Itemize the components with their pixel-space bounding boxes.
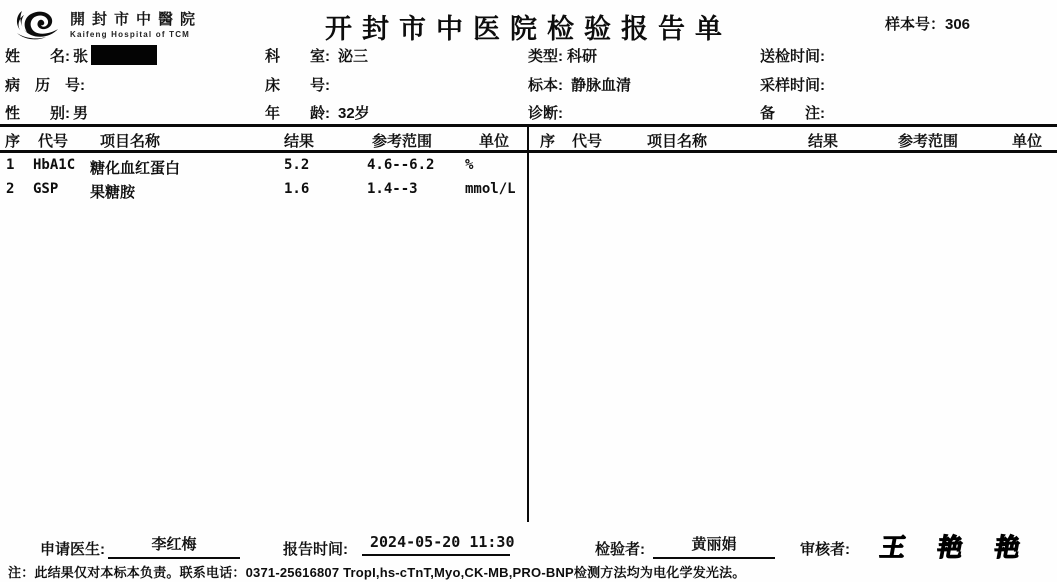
row-result: 5.2 [284,157,310,173]
field-patient-name [5,45,157,66]
field-diagnosis [528,102,571,123]
col-header-unit: 单位 [479,133,510,150]
col-header-unit-right: 单位 [1012,133,1043,150]
table-column-divider [527,126,529,522]
col-header-seq-right: 序 [540,133,556,150]
field-type [528,45,597,66]
reviewer-label: 审核者: [800,541,850,558]
col-header-result: 结果 [284,133,315,150]
name-redaction-box [91,45,157,65]
hospital-name-en: Kaifeng Hospital of TCM [70,29,191,39]
hospital-name-zh: 開封市中醫院 [70,11,203,28]
tester-value: 黄丽娟 [653,533,775,559]
age-value: 32岁 [338,105,370,122]
field-record-number [5,74,93,95]
row-name: 果糖胺 [90,184,136,201]
record-number-label: 病 历 号: [5,77,85,94]
specimen-value: 静脉血清 [571,77,632,94]
col-header-name: 项目名称 [100,133,161,150]
col-header-range-right: 参考范围 [898,133,959,150]
department-label: 科 室: [265,48,330,65]
field-age [265,102,370,123]
field-remark [760,102,833,123]
requesting-doctor-label: 申请医生: [40,541,105,558]
field-specimen [528,74,631,95]
col-header-result-right: 结果 [808,133,839,150]
row-range: 4.6--6.2 [367,157,435,173]
age-label: 年 龄: [265,105,330,122]
bed-number-label: 床 号: [265,77,330,94]
report-time-value: 2024-05-20 11:30 [362,533,510,556]
gender-label: 性 别: [5,105,70,122]
field-sample-time [760,74,833,95]
tester-label: 检验者: [595,541,645,558]
patient-name-label: 姓 名: [5,48,70,65]
row-seq: 2 [6,181,15,197]
requesting-doctor-value: 李红梅 [108,533,240,559]
type-label: 类型: [528,48,563,65]
col-header-code: 代号 [38,133,69,150]
reviewer-signature: 王 艳 艳 [877,535,1036,562]
row-result: 1.6 [284,181,310,197]
table-row [0,181,527,203]
table-row [0,157,527,179]
specimen-label: 标本: [528,77,563,94]
row-unit: % [465,157,474,173]
row-unit: mmol/L [465,181,516,197]
row-range: 1.4--3 [367,181,418,197]
diagnosis-label: 诊断: [528,105,563,122]
type-value: 科研 [567,48,598,65]
col-header-code-right: 代号 [572,133,603,150]
send-time-label: 送检时间: [760,48,825,65]
field-send-time [760,45,833,66]
sample-time-label: 采样时间: [760,77,825,94]
gender-value: 男 [73,105,89,122]
field-department [265,45,368,66]
patient-name-value: 张 [73,48,89,65]
row-name: 糖化血红蛋白 [90,160,181,177]
remark-label: 备 注: [760,105,825,122]
row-code: HbA1C [33,157,76,173]
field-bed-number [265,74,338,95]
sample-number: 样本号：306 [885,16,971,33]
col-header-name-right: 项目名称 [647,133,708,150]
col-header-range: 参考范围 [372,133,433,150]
row-code: GSP [33,181,59,197]
field-gender [5,102,88,123]
row-seq: 1 [6,157,15,173]
disclaimer-note: 注：此结果仅对本标本负责。联系电话：0371-25616807 TropI,hs-cTnT,Myo,CK-MB,PRO-BNP检测方法均为电化学发光法。 [8,565,746,580]
department-value: 泌三 [338,48,369,65]
col-header-seq: 序 [5,133,21,150]
report-time-label: 报告时间: [283,541,348,558]
page-title: 开封市中医院检验报告单 [325,14,732,44]
